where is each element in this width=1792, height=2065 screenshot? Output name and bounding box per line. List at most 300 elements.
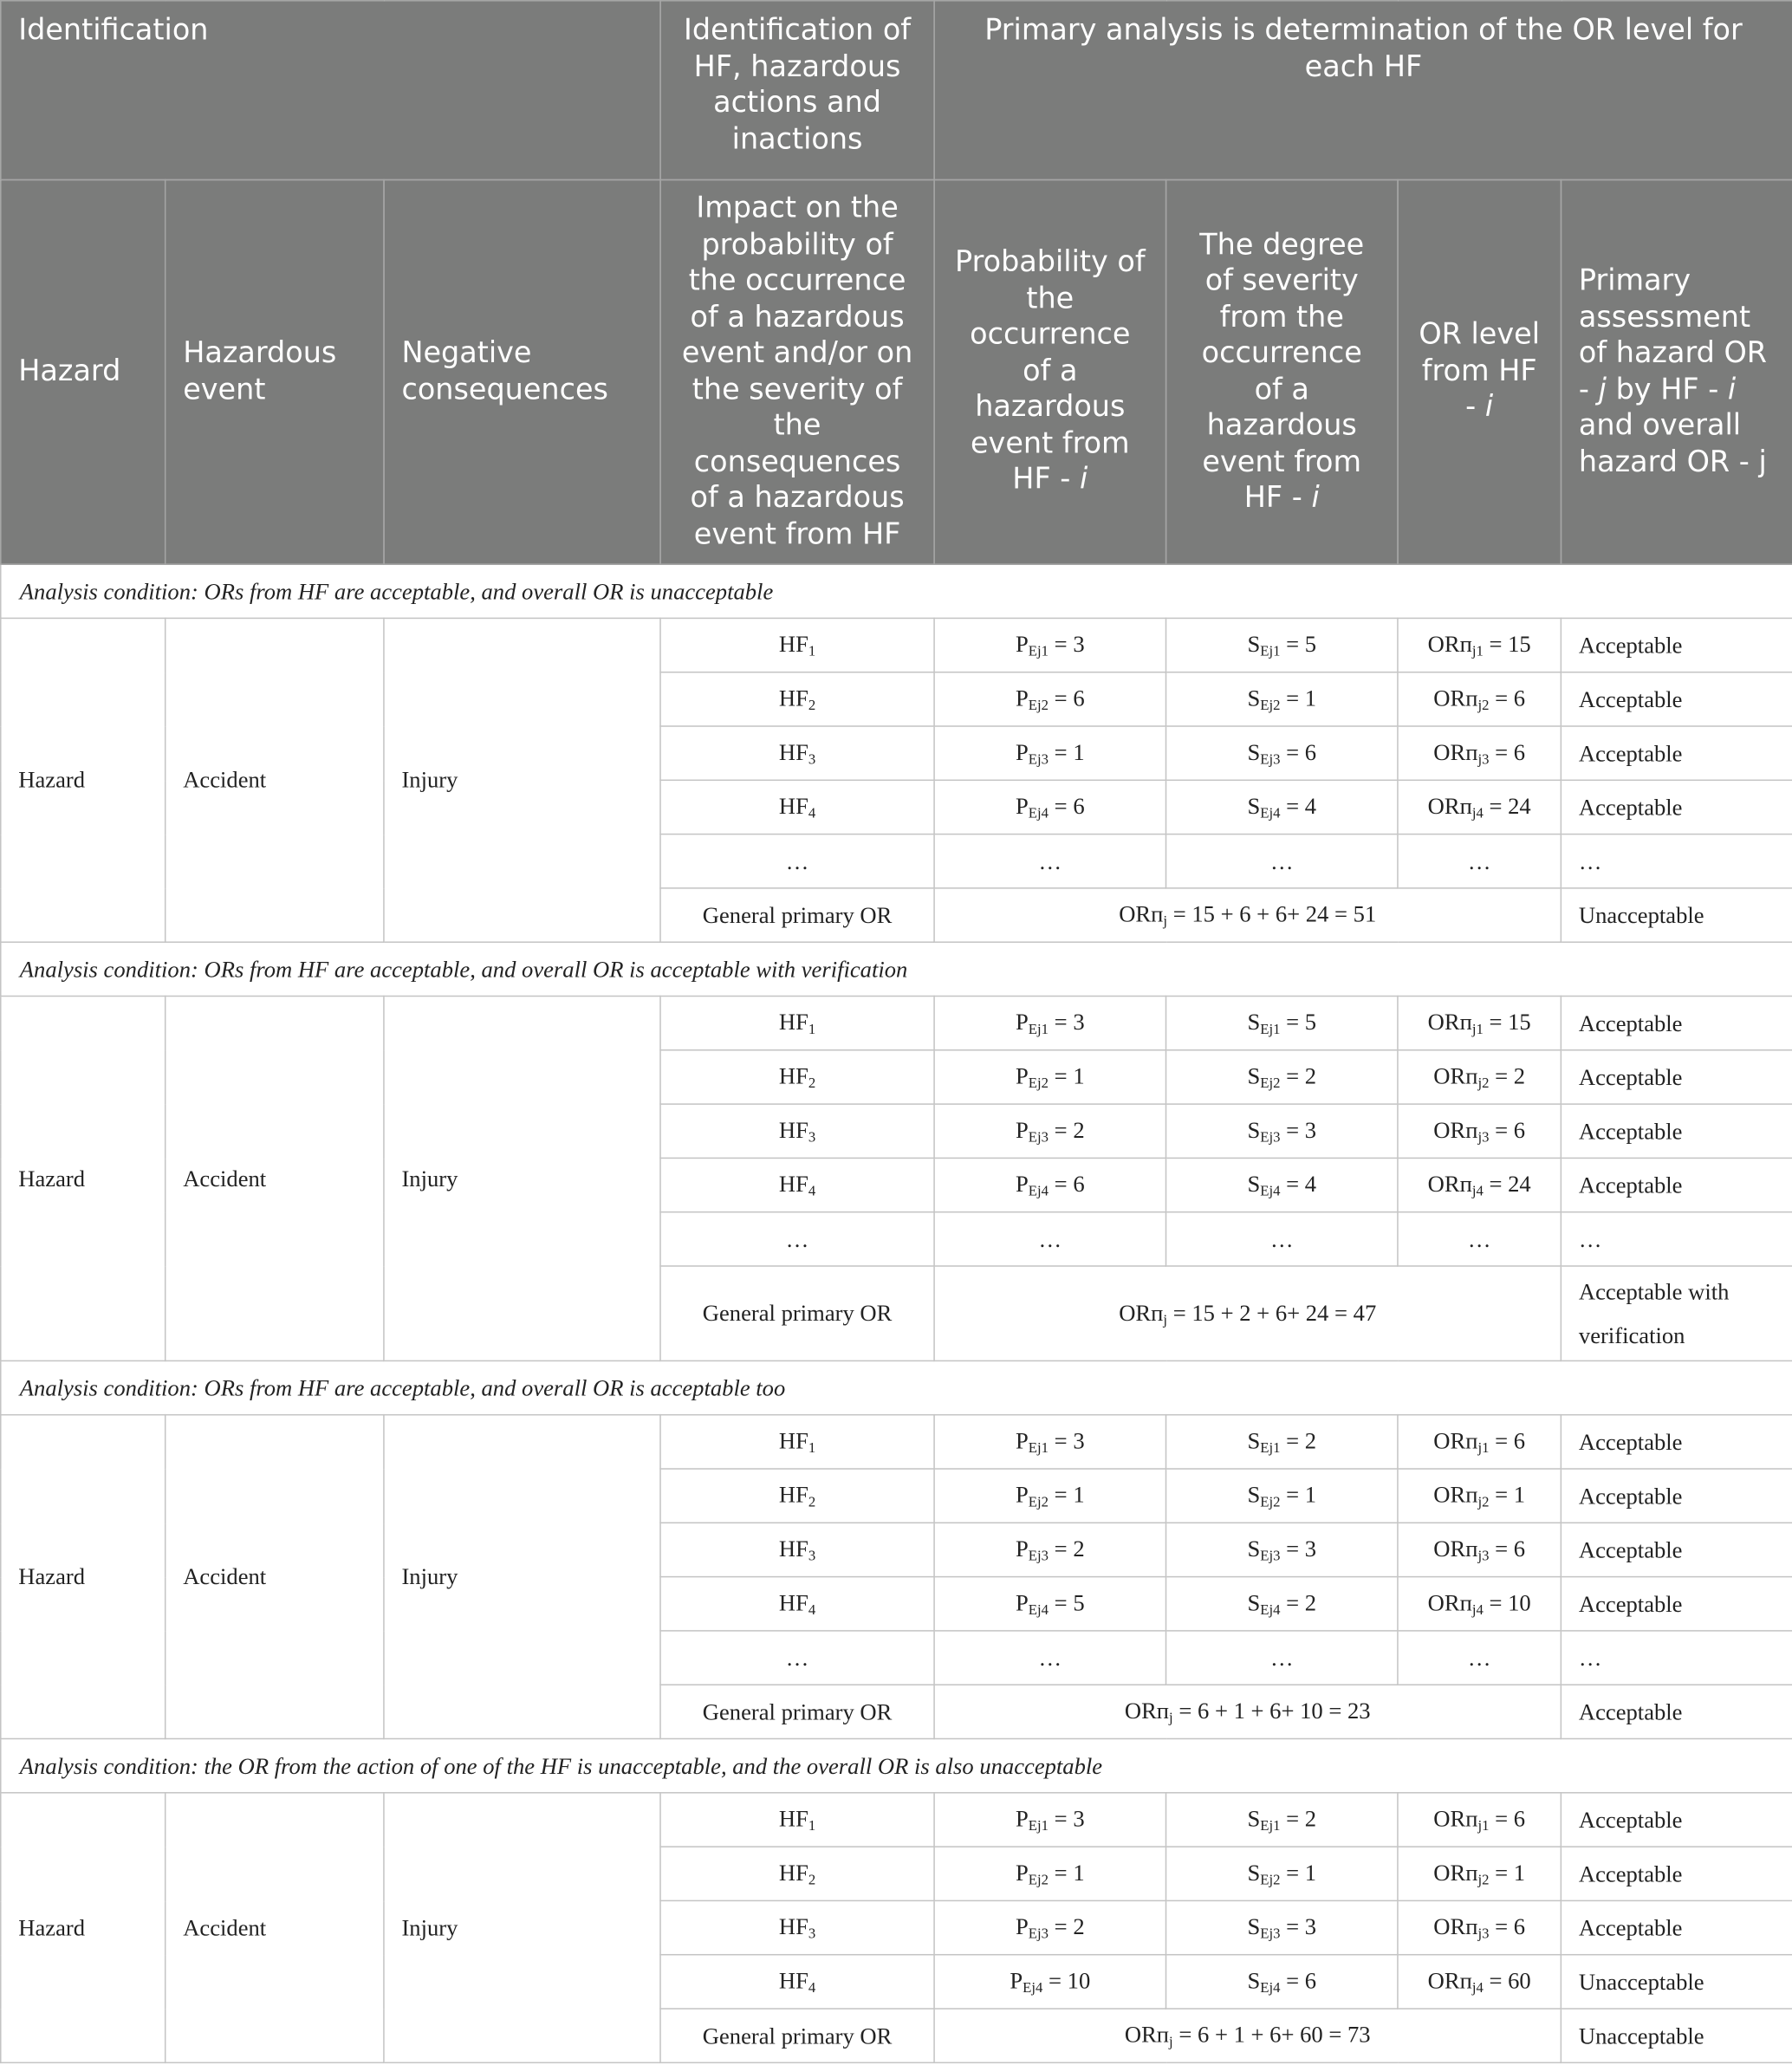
hf-subscript: 1 xyxy=(808,644,816,660)
or-subscript: j3 xyxy=(1477,751,1490,768)
hf-subscript: 3 xyxy=(808,751,816,768)
hf-label: HF xyxy=(778,1967,808,1994)
severity-cell xyxy=(1166,1469,1398,1523)
event-cell: Accident xyxy=(166,1793,384,2062)
p-subscript: Ej3 xyxy=(1028,1129,1049,1146)
var-i: i xyxy=(1311,482,1320,516)
or-subscript: j3 xyxy=(1477,1548,1490,1565)
p-subscript: Ej1 xyxy=(1028,1440,1049,1457)
hf-subscript: 2 xyxy=(808,1872,816,1888)
hf-label: HF xyxy=(778,1116,808,1143)
or-subscript: j3 xyxy=(1477,1129,1490,1146)
hf-cell xyxy=(660,1955,934,2009)
ellipsis-cell: … xyxy=(1166,1212,1398,1266)
or-level-header-text: OR level from HF - xyxy=(1419,319,1541,425)
general-label: General primary OR xyxy=(660,1266,934,1360)
impact-header: Impact on the probability of the occurrence of a hazardous event and/or on the severity of the consequences of a hazardous event from HF xyxy=(660,179,934,564)
hf-cell xyxy=(660,1158,934,1211)
s-symbol: S xyxy=(1247,1170,1261,1198)
p-symbol: P xyxy=(1016,1170,1029,1198)
s-subscript: Ej3 xyxy=(1260,1548,1281,1565)
severity-cell xyxy=(1166,1415,1398,1469)
hf-subscript: 3 xyxy=(808,1926,816,1943)
assessment-cell: Acceptable xyxy=(1561,997,1792,1050)
s-value: = 1 xyxy=(1280,1859,1317,1886)
hf-label: HF xyxy=(778,1062,808,1089)
or-cell xyxy=(1398,1523,1561,1576)
assessment-cell: Acceptable xyxy=(1561,1900,1792,1954)
primary-analysis-header: Primary analysis is determination of the OR level for each HF xyxy=(934,1,1792,180)
or-cell xyxy=(1398,1847,1561,1900)
or-cell xyxy=(1398,1793,1561,1847)
identification-header: Identification xyxy=(1,1,660,180)
p-value: = 2 xyxy=(1049,1535,1085,1562)
p-value: = 1 xyxy=(1049,1481,1085,1508)
general-formula-cell xyxy=(934,2009,1561,2062)
or-value: = 1 xyxy=(1489,1859,1526,1886)
ellipsis-cell: … xyxy=(934,1631,1165,1685)
p-subscript: Ej2 xyxy=(1028,698,1049,714)
hf-label: HF xyxy=(778,1859,808,1886)
or-value: = 24 xyxy=(1483,792,1531,820)
general-formula-cell xyxy=(934,1266,1561,1360)
or-cell xyxy=(1398,726,1561,780)
or-value: = 6 xyxy=(1489,1805,1526,1832)
p-symbol: P xyxy=(1016,1912,1029,1940)
header-row-1 xyxy=(1,1,1792,180)
severity-cell xyxy=(1166,1793,1398,1847)
general-label: General primary OR xyxy=(660,1685,934,1738)
hf-cell xyxy=(660,1050,934,1104)
severity-cell xyxy=(1166,1577,1398,1631)
hf-cell xyxy=(660,1104,934,1158)
s-subscript: Ej1 xyxy=(1260,1440,1281,1457)
s-symbol: S xyxy=(1247,1805,1261,1832)
s-subscript: Ej3 xyxy=(1260,1926,1281,1943)
header-row-2 xyxy=(1,179,1792,564)
ellipsis-cell: … xyxy=(1166,834,1398,888)
or-value: = 6 xyxy=(1489,1116,1526,1143)
probability-cell xyxy=(934,1469,1165,1523)
probability-cell xyxy=(934,1415,1165,1469)
or-value: = 60 xyxy=(1483,1967,1531,1994)
hf-subscript: 3 xyxy=(808,1129,816,1146)
p-value: = 6 xyxy=(1049,792,1085,820)
condition-text: Analysis condition: ORs from HF are acceptable, and overall OR is acceptable too xyxy=(1,1360,1792,1414)
or-value: = 15 xyxy=(1483,1008,1531,1036)
or-subscript: j1 xyxy=(1477,1440,1490,1457)
assessment-cell: Acceptable xyxy=(1561,1050,1792,1104)
p-symbol: P xyxy=(1016,1589,1029,1616)
probability-cell xyxy=(934,1158,1165,1211)
probability-cell xyxy=(934,780,1165,834)
s-value: = 2 xyxy=(1280,1589,1317,1616)
s-subscript: Ej1 xyxy=(1260,1022,1281,1038)
severity-cell xyxy=(1166,780,1398,834)
or-value: = 6 xyxy=(1489,1912,1526,1940)
general-formula-cell xyxy=(934,1685,1561,1738)
or-subscript: j2 xyxy=(1477,1872,1490,1888)
general-formula: = 6 + 1 + 6+ 60 = 73 xyxy=(1172,2021,1371,2048)
consequence-cell: Injury xyxy=(384,618,660,942)
s-subscript: Ej2 xyxy=(1260,1872,1281,1888)
assessment-cell: Acceptable xyxy=(1561,672,1792,726)
hazard-cell: Hazard xyxy=(1,997,166,1361)
or-value: = 10 xyxy=(1483,1589,1531,1616)
probability-cell xyxy=(934,1523,1165,1576)
s-subscript: Ej2 xyxy=(1260,1075,1281,1092)
s-subscript: Ej1 xyxy=(1260,644,1281,660)
p-value: = 3 xyxy=(1049,1008,1085,1036)
or-cell xyxy=(1398,1469,1561,1523)
general-or-subscript: j xyxy=(1163,1312,1168,1328)
or-symbol: ORп xyxy=(1433,1805,1478,1832)
or-symbol: ORп xyxy=(1433,738,1478,765)
or-cell xyxy=(1398,1415,1561,1469)
assessment-cell: Acceptable xyxy=(1561,1847,1792,1900)
condition-row xyxy=(1,564,1792,618)
or-symbol: ORп xyxy=(1433,1062,1478,1089)
ellipsis-cell: … xyxy=(1561,1631,1792,1685)
or-cell xyxy=(1398,1955,1561,2009)
general-formula-cell xyxy=(934,888,1561,942)
assessment-cell: Unacceptable xyxy=(1561,1955,1792,2009)
general-or-symbol: ORп xyxy=(1124,1697,1170,1724)
general-assessment: Acceptable xyxy=(1561,1685,1792,1738)
s-value: = 2 xyxy=(1280,1805,1317,1832)
hazard-header: Hazard xyxy=(1,179,166,564)
p-value: = 2 xyxy=(1049,1912,1085,1940)
hf-subscript: 2 xyxy=(808,698,816,714)
general-assessment: Unacceptable xyxy=(1561,2009,1792,2062)
hf-label: HF xyxy=(778,738,808,765)
condition-row xyxy=(1,1738,1792,1792)
or-cell xyxy=(1398,1050,1561,1104)
probability-cell xyxy=(934,1793,1165,1847)
assessment-cell: Acceptable xyxy=(1561,1469,1792,1523)
severity-cell xyxy=(1166,1955,1398,2009)
severity-cell xyxy=(1166,1050,1398,1104)
severity-cell xyxy=(1166,672,1398,726)
p-symbol: P xyxy=(1016,792,1029,820)
hf-cell xyxy=(660,618,934,672)
p-value: = 3 xyxy=(1049,630,1085,658)
p-subscript: Ej4 xyxy=(1023,1980,1043,1997)
probability-cell xyxy=(934,1050,1165,1104)
s-subscript: Ej2 xyxy=(1260,1494,1281,1510)
condition-text: Analysis condition: ORs from HF are acceptable, and overall OR is acceptable with verification xyxy=(1,942,1792,996)
ellipsis-cell: … xyxy=(1561,1212,1792,1266)
severity-header-text: The degree of severity from the occurrence of a hazardous event from HF - xyxy=(1199,228,1365,516)
negative-consequences-header: Negative consequences xyxy=(384,179,660,564)
ellipsis-cell: … xyxy=(934,1212,1165,1266)
hf-subscript: 4 xyxy=(808,1980,816,1997)
hf-cell xyxy=(660,1415,934,1469)
probability-cell xyxy=(934,1900,1165,1954)
table-row xyxy=(1,997,1792,1050)
general-or-symbol: ORп xyxy=(1119,900,1164,927)
hf-cell xyxy=(660,1900,934,1954)
or-symbol: ORп xyxy=(1433,1481,1478,1508)
p-symbol: P xyxy=(1016,1116,1029,1143)
assessment-header-a: Primary assessment of hazard OR - xyxy=(1578,264,1768,406)
hf-label: HF xyxy=(778,1008,808,1036)
p-symbol: P xyxy=(1016,685,1029,711)
hf-cell xyxy=(660,1577,934,1631)
assessment-cell: Acceptable xyxy=(1561,726,1792,780)
s-symbol: S xyxy=(1247,1427,1261,1454)
p-value: = 5 xyxy=(1049,1589,1085,1616)
hf-label: HF xyxy=(778,792,808,820)
s-subscript: Ej4 xyxy=(1260,1602,1281,1619)
hf-cell xyxy=(660,1469,934,1523)
hf-label: HF xyxy=(778,630,808,658)
general-assessment-line2: verification xyxy=(1578,1321,1685,1348)
p-value: = 10 xyxy=(1042,1967,1091,1994)
s-subscript: Ej1 xyxy=(1260,1818,1281,1834)
hf-label: HF xyxy=(778,685,808,711)
p-symbol: P xyxy=(1016,1805,1029,1832)
general-formula: = 6 + 1 + 6+ 10 = 23 xyxy=(1172,1697,1371,1724)
or-symbol: ORп xyxy=(1427,1967,1472,1994)
or-subscript: j2 xyxy=(1477,698,1490,714)
ellipsis-cell: … xyxy=(1398,834,1561,888)
general-label: General primary OR xyxy=(660,888,934,942)
hf-label: HF xyxy=(778,1481,808,1508)
or-value: = 6 xyxy=(1489,738,1526,765)
s-symbol: S xyxy=(1247,1062,1261,1089)
or-cell xyxy=(1398,1577,1561,1631)
var-i: i xyxy=(1080,464,1088,497)
p-subscript: Ej3 xyxy=(1028,1548,1049,1565)
hf-cell xyxy=(660,726,934,780)
or-cell xyxy=(1398,1900,1561,1954)
s-value: = 3 xyxy=(1280,1535,1317,1562)
or-symbol: ORп xyxy=(1433,1427,1478,1454)
probability-cell xyxy=(934,1104,1165,1158)
probability-header xyxy=(934,179,1165,564)
severity-cell xyxy=(1166,1900,1398,1954)
probability-cell xyxy=(934,672,1165,726)
hf-subscript: 2 xyxy=(808,1075,816,1092)
p-value: = 3 xyxy=(1049,1805,1085,1832)
general-or-subscript: j xyxy=(1163,913,1168,930)
ellipsis-cell: … xyxy=(1166,1631,1398,1685)
s-symbol: S xyxy=(1247,738,1261,765)
or-cell xyxy=(1398,672,1561,726)
s-symbol: S xyxy=(1247,1912,1261,1940)
hazard-cell: Hazard xyxy=(1,1415,166,1739)
s-value: = 3 xyxy=(1280,1116,1317,1143)
p-subscript: Ej1 xyxy=(1028,1818,1049,1834)
event-cell: Accident xyxy=(166,618,384,942)
p-subscript: Ej1 xyxy=(1028,644,1049,660)
s-symbol: S xyxy=(1247,685,1261,711)
s-value: = 4 xyxy=(1280,792,1317,820)
hf-subscript: 2 xyxy=(808,1494,816,1510)
or-subscript: j2 xyxy=(1477,1494,1490,1510)
assessment-cell: Acceptable xyxy=(1561,618,1792,672)
consequence-cell: Injury xyxy=(384,997,660,1361)
p-symbol: P xyxy=(1010,1967,1023,1994)
hf-label: HF xyxy=(778,1427,808,1454)
hf-cell xyxy=(660,1847,934,1900)
or-cell xyxy=(1398,1158,1561,1211)
severity-cell xyxy=(1166,618,1398,672)
probability-cell xyxy=(934,726,1165,780)
severity-cell xyxy=(1166,997,1398,1050)
p-value: = 2 xyxy=(1049,1116,1085,1143)
s-value: = 6 xyxy=(1280,1967,1317,1994)
condition-text: Analysis condition: ORs from HF are acceptable, and overall OR is unacceptable xyxy=(1,564,1792,618)
hf-label: HF xyxy=(778,1589,808,1616)
or-subscript: j2 xyxy=(1477,1075,1490,1092)
or-symbol: ORп xyxy=(1433,1912,1478,1940)
assessment-cell: Acceptable xyxy=(1561,1158,1792,1211)
assessment-cell: Acceptable xyxy=(1561,780,1792,834)
severity-cell xyxy=(1166,1158,1398,1211)
s-subscript: Ej3 xyxy=(1260,751,1281,768)
general-assessment: Unacceptable xyxy=(1561,888,1792,942)
general-assessment xyxy=(1561,1266,1792,1360)
hf-subscript: 4 xyxy=(808,1602,816,1619)
s-symbol: S xyxy=(1247,1859,1261,1886)
or-subscript: j4 xyxy=(1471,805,1484,822)
hf-label: HF xyxy=(778,1535,808,1562)
p-value: = 3 xyxy=(1049,1427,1085,1454)
or-value: = 24 xyxy=(1483,1170,1531,1198)
hf-cell xyxy=(660,1523,934,1576)
general-or-symbol: ORп xyxy=(1124,2021,1170,2048)
table-row xyxy=(1,618,1792,672)
or-cell xyxy=(1398,780,1561,834)
probability-cell xyxy=(934,618,1165,672)
hf-cell xyxy=(660,997,934,1050)
or-subscript: j1 xyxy=(1471,644,1484,660)
or-symbol: ORп xyxy=(1427,1170,1472,1198)
event-cell: Accident xyxy=(166,1415,384,1739)
s-value: = 5 xyxy=(1280,630,1317,658)
hazardous-event-header: Hazardous event xyxy=(166,179,384,564)
or-symbol: ORп xyxy=(1433,1116,1478,1143)
hf-label: HF xyxy=(778,1805,808,1832)
hf-cell xyxy=(660,1793,934,1847)
s-value: = 1 xyxy=(1280,1481,1317,1508)
or-cell xyxy=(1398,1104,1561,1158)
hf-cell xyxy=(660,780,934,834)
ellipsis-cell: … xyxy=(660,1212,934,1266)
s-symbol: S xyxy=(1247,1008,1261,1036)
hazard-cell: Hazard xyxy=(1,618,166,942)
p-subscript: Ej3 xyxy=(1028,751,1049,768)
p-value: = 6 xyxy=(1049,685,1085,711)
hf-subscript: 1 xyxy=(808,1440,816,1457)
general-or-symbol: ORп xyxy=(1119,1298,1164,1326)
hf-cell xyxy=(660,672,934,726)
identification-hf-header: Identification of HF, hazardous actions and inactions xyxy=(660,1,934,180)
ellipsis-cell: … xyxy=(660,834,934,888)
p-subscript: Ej4 xyxy=(1028,1184,1049,1200)
s-value: = 3 xyxy=(1280,1912,1317,1940)
assessment-cell: Acceptable xyxy=(1561,1523,1792,1576)
or-symbol: ORп xyxy=(1433,1535,1478,1562)
p-subscript: Ej2 xyxy=(1028,1075,1049,1092)
or-level-header xyxy=(1398,179,1561,564)
hf-subscript: 3 xyxy=(808,1548,816,1565)
s-subscript: Ej4 xyxy=(1260,1184,1281,1200)
assessment-header xyxy=(1561,179,1792,564)
or-symbol: ORп xyxy=(1427,1589,1472,1616)
s-symbol: S xyxy=(1247,1481,1261,1508)
hf-subscript: 4 xyxy=(808,1184,816,1200)
or-symbol: ORп xyxy=(1433,685,1478,711)
or-subscript: j4 xyxy=(1471,1602,1484,1619)
ellipsis-cell: … xyxy=(1398,1212,1561,1266)
severity-cell xyxy=(1166,726,1398,780)
p-symbol: P xyxy=(1016,1427,1029,1454)
s-symbol: S xyxy=(1247,1116,1261,1143)
s-value: = 5 xyxy=(1280,1008,1317,1036)
hf-label: HF xyxy=(778,1170,808,1198)
severity-header xyxy=(1166,179,1398,564)
p-value: = 6 xyxy=(1049,1170,1085,1198)
or-value: = 2 xyxy=(1489,1062,1526,1089)
or-value: = 6 xyxy=(1489,1427,1526,1454)
or-value: = 6 xyxy=(1489,685,1526,711)
consequence-cell: Injury xyxy=(384,1793,660,2062)
probability-cell xyxy=(934,1847,1165,1900)
or-subscript: j4 xyxy=(1471,1980,1484,1997)
p-subscript: Ej3 xyxy=(1028,1926,1049,1943)
condition-row xyxy=(1,942,1792,996)
assessment-cell: Acceptable xyxy=(1561,1577,1792,1631)
ellipsis-cell: … xyxy=(1561,834,1792,888)
general-or-subscript: j xyxy=(1169,1710,1173,1727)
p-symbol: P xyxy=(1016,630,1029,658)
p-symbol: P xyxy=(1016,1535,1029,1562)
s-value: = 6 xyxy=(1280,738,1317,765)
or-cell xyxy=(1398,997,1561,1050)
hf-subscript: 1 xyxy=(808,1022,816,1038)
p-subscript: Ej4 xyxy=(1028,1602,1049,1619)
p-symbol: P xyxy=(1016,738,1029,765)
ellipsis-cell: … xyxy=(660,1631,934,1685)
s-value: = 2 xyxy=(1280,1062,1317,1089)
consequence-cell: Injury xyxy=(384,1415,660,1739)
p-symbol: P xyxy=(1016,1481,1029,1508)
ellipsis-cell: … xyxy=(1398,1631,1561,1685)
probability-header-text: Probability of the occurrence of a hazardous event from HF - xyxy=(955,246,1146,497)
p-symbol: P xyxy=(1016,1008,1029,1036)
general-or-subscript: j xyxy=(1169,2034,1173,2050)
p-value: = 1 xyxy=(1049,1062,1085,1089)
s-symbol: S xyxy=(1247,1535,1261,1562)
or-value: = 6 xyxy=(1489,1535,1526,1562)
s-value: = 1 xyxy=(1280,685,1317,711)
or-value: = 15 xyxy=(1483,630,1531,658)
s-symbol: S xyxy=(1247,630,1261,658)
or-symbol: ORп xyxy=(1427,1008,1472,1036)
assessment-cell: Acceptable xyxy=(1561,1793,1792,1847)
or-subscript: j4 xyxy=(1471,1184,1484,1200)
s-value: = 4 xyxy=(1280,1170,1317,1198)
p-symbol: P xyxy=(1016,1859,1029,1886)
or-symbol: ORп xyxy=(1433,1859,1478,1886)
p-value: = 1 xyxy=(1049,1859,1085,1886)
hf-subscript: 1 xyxy=(808,1818,816,1834)
s-subscript: Ej2 xyxy=(1260,698,1281,714)
s-subscript: Ej4 xyxy=(1260,1980,1281,1997)
